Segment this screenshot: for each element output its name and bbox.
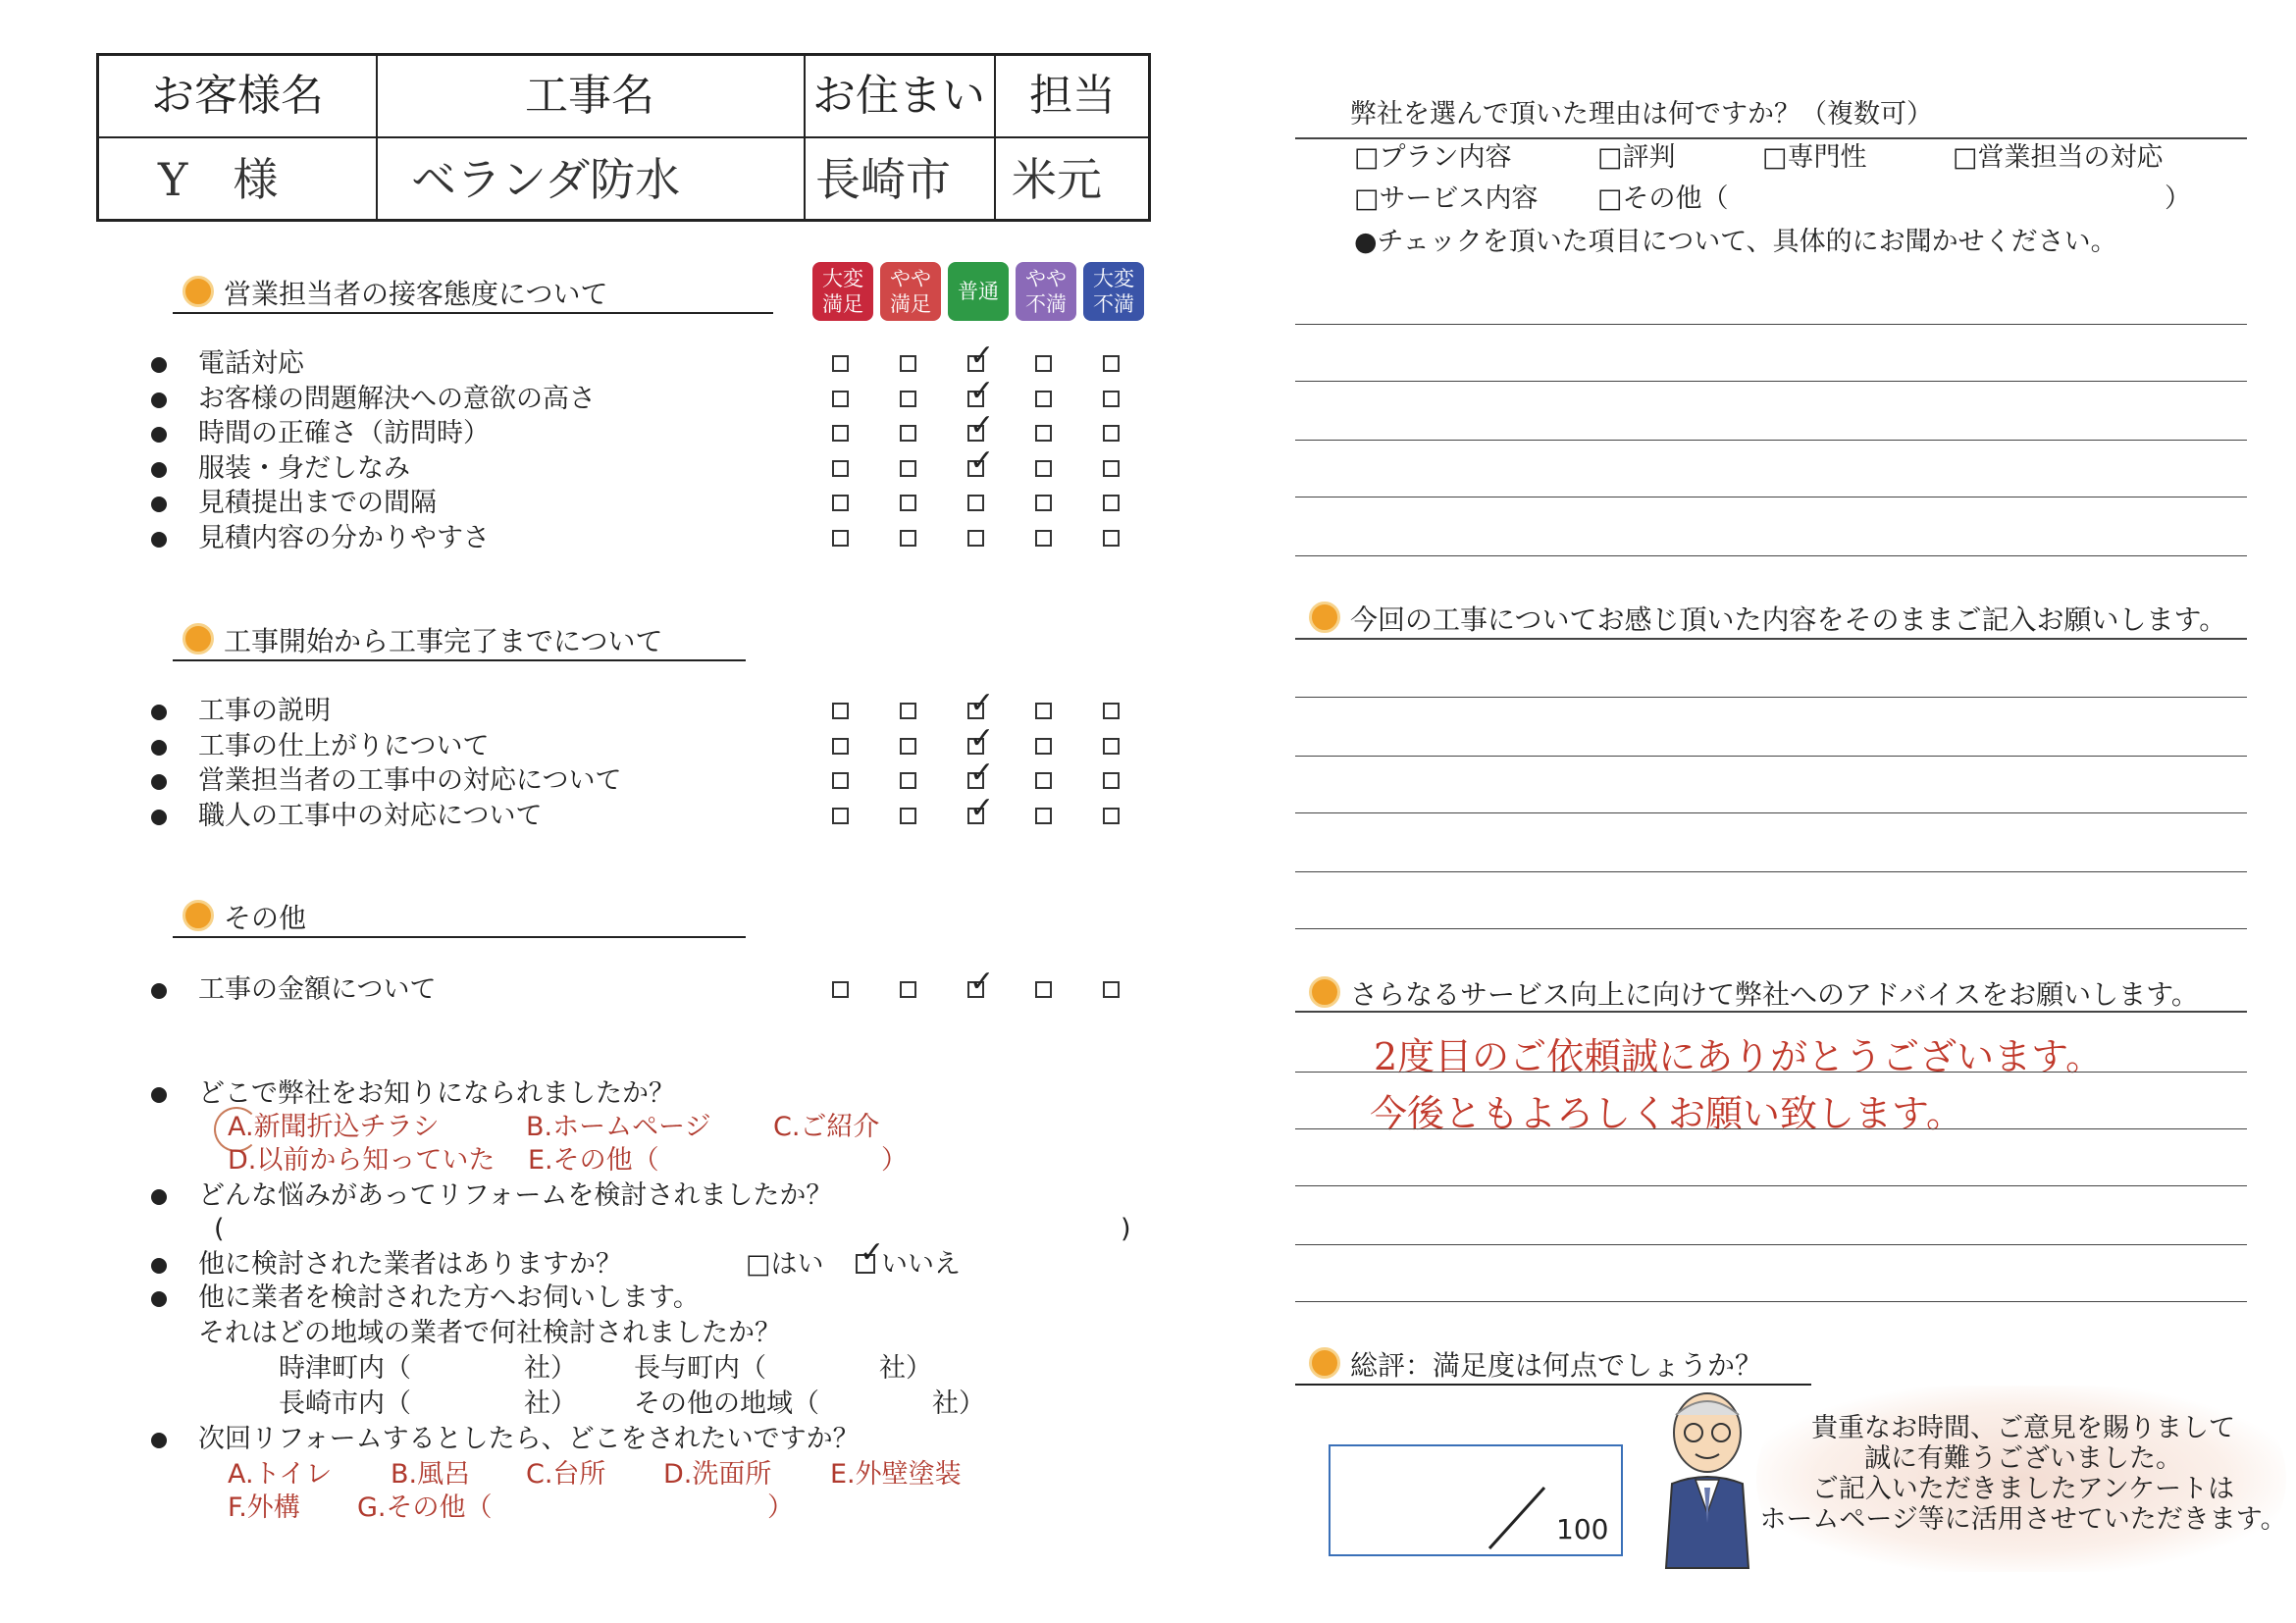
q-ask-line1: 他に業者を検討された方へお伺いします。 (198, 1283, 700, 1313)
customer-info-table (96, 53, 1151, 222)
q-next-opt-f: F.外構 (228, 1492, 300, 1523)
rating-checkbox[interactable] (900, 425, 916, 442)
reason-divider (1295, 137, 2247, 139)
rating-checkbox[interactable] (1103, 355, 1120, 372)
bullet (151, 497, 167, 512)
flower-icon (183, 276, 214, 307)
q-other-no: いいえ (881, 1249, 961, 1280)
residence-value: 長崎市 (815, 153, 951, 206)
q-other-label: 他に検討された業者はありますか？ (198, 1249, 622, 1280)
bullet (151, 1087, 167, 1103)
q-next-opt-e: E.外壁塗装 (830, 1459, 962, 1490)
staff-value: 米元 (1012, 153, 1102, 206)
check-mark: ✓ (969, 756, 995, 790)
survey-item-label: 工事の仕上がりについて (198, 730, 490, 761)
survey-item-label: お客様の問題解決への意欲の高さ (198, 383, 596, 414)
bullet (151, 983, 167, 999)
survey-item-label: 工事の金額について (198, 974, 437, 1005)
section3-title: その他 (183, 897, 306, 936)
reason-expertise: □専門性 (1762, 142, 1867, 173)
q-worry-open: ( (214, 1214, 225, 1244)
sha-1: 社） (524, 1353, 577, 1384)
q-next-opt-g: G.その他（ (357, 1492, 493, 1523)
rating-checkbox[interactable] (900, 981, 916, 998)
survey-item-label: 服装・身だしなみ (198, 452, 410, 484)
score-max: 100 (1556, 1513, 1609, 1545)
rating-checkbox[interactable] (832, 703, 849, 719)
rating-checkbox[interactable] (1035, 425, 1052, 442)
section1-title: 営業担当者の接客態度について (183, 273, 607, 312)
q-other-yes: □はい (746, 1249, 824, 1280)
header-work-label: 工事名 (525, 71, 654, 121)
check-mark: ✓ (969, 373, 995, 408)
rating-header-1: やや 満足 (880, 262, 941, 321)
rating-checkbox[interactable] (900, 772, 916, 789)
advice-handwritten-1: 2度目のご依頼誠にありがとうございます。 (1374, 1035, 2104, 1078)
bullet (151, 1258, 167, 1274)
reason-other-close: ） (2165, 183, 2191, 214)
rating-checkbox[interactable] (900, 530, 916, 547)
bullet (151, 357, 167, 373)
bullet (151, 1189, 167, 1205)
q-next-opt-a: A.トイレ (228, 1459, 333, 1490)
rating-checkbox[interactable] (900, 703, 916, 719)
rating-checkbox[interactable] (832, 981, 849, 998)
header-residence-label: お住まい (812, 71, 985, 121)
survey-item-label: 見積内容の分かりやすさ (198, 522, 490, 553)
q-know-label: どこで弊社をお知りになられましたか？ (198, 1078, 675, 1109)
q-next-label: 次回リフォームするとしたら、どこをされたいですか？ (198, 1424, 860, 1454)
bullet (151, 532, 167, 548)
reason-service: □サービス内容 (1354, 183, 1539, 214)
q-know-close: ） (881, 1145, 908, 1176)
reason-detail-prompt: ●チェックを頂いた項目について、具体的にお聞かせください。 (1354, 227, 2117, 257)
check-mark: ✓ (969, 790, 995, 825)
survey-item-label: 時間の正確さ（訪問時） (198, 418, 490, 448)
bullet (151, 740, 167, 756)
bullet (151, 705, 167, 720)
rating-checkbox[interactable] (900, 460, 916, 477)
q-know-opt-a: A.新聞折込チラシ (228, 1112, 440, 1142)
check-mark: ✓ (860, 1235, 885, 1270)
rating-checkbox[interactable] (832, 391, 849, 407)
section3-divider (173, 936, 746, 938)
rating-header-0: 大変 満足 (812, 262, 873, 321)
rating-checkbox[interactable] (1035, 808, 1052, 824)
check-mark: ✓ (969, 965, 995, 999)
advice-handwritten-2: 今後ともよろしくお願い致します。 (1370, 1092, 1963, 1135)
score-box[interactable] (1329, 1444, 1623, 1556)
rating-checkbox[interactable] (900, 355, 916, 372)
flower-icon (1309, 602, 1340, 633)
flower-icon (1309, 1347, 1340, 1379)
area-other: その他の地域（ (634, 1388, 819, 1419)
header-staff-label: 担当 (1029, 71, 1116, 121)
header-customer-label: お客様名 (151, 71, 324, 121)
q-next-opt-c: C.台所 (526, 1459, 606, 1490)
check-mark: ✓ (969, 443, 995, 478)
rating-checkbox[interactable] (1103, 738, 1120, 755)
rating-header-4: 大変 不満 (1083, 262, 1144, 321)
rating-checkbox[interactable] (832, 738, 849, 755)
survey-item-label: 見積提出までの間隔 (198, 488, 437, 518)
q-worry-close: ) (1121, 1214, 1131, 1244)
reason-reputation: □評判 (1597, 142, 1676, 173)
slash-mark (1487, 1486, 1546, 1550)
rating-checkbox[interactable] (1035, 981, 1052, 998)
area-nagasaki: 長崎市内（ (279, 1388, 411, 1419)
bullet (151, 1433, 167, 1448)
bullet (151, 1291, 167, 1307)
q-know-opt-e: E.その他（ (528, 1145, 659, 1176)
rating-checkbox[interactable] (967, 530, 984, 547)
rating-checkbox[interactable] (1035, 495, 1052, 511)
rating-checkbox[interactable] (832, 808, 849, 824)
reason-title: 弊社を選んで頂いた理由は何ですか？（複数可） (1350, 99, 1933, 130)
survey-item-label: 電話対応 (198, 348, 304, 379)
rating-checkbox[interactable] (900, 738, 916, 755)
survey-item-label: 営業担当者の工事中の対応について (198, 765, 622, 796)
rating-checkbox[interactable] (1035, 738, 1052, 755)
q-next-opt-b: B.風呂 (391, 1459, 471, 1490)
rating-checkbox[interactable] (1035, 391, 1052, 407)
check-mark: ✓ (969, 408, 995, 443)
q-next-opt-d: D.洗面所 (663, 1459, 772, 1490)
rating-checkbox[interactable] (832, 460, 849, 477)
rating-checkbox[interactable] (1103, 460, 1120, 477)
rating-checkbox[interactable] (1103, 530, 1120, 547)
q-worry-label: どんな悩みがあってリフォームを検討されましたか？ (198, 1180, 833, 1211)
bullet (151, 774, 167, 790)
rating-header-2: 普通 (948, 262, 1009, 321)
rating-checkbox[interactable] (1103, 981, 1120, 998)
q-ask-line2: それはどの地域の業者で何社検討されましたか？ (198, 1318, 781, 1348)
rating-checkbox[interactable] (832, 495, 849, 511)
rating-checkbox[interactable] (832, 355, 849, 372)
survey-item-label: 職人の工事中の対応について (198, 800, 543, 831)
rating-checkbox[interactable] (900, 495, 916, 511)
reason-sales: □営業担当の対応 (1953, 142, 2164, 173)
customer-name-value: Y 様 (158, 153, 279, 206)
rating-checkbox[interactable] (1035, 772, 1052, 789)
q-know-opt-b: B.ホームページ (526, 1112, 711, 1142)
rating-checkbox[interactable] (1035, 530, 1052, 547)
rating-header-3: やや 不満 (1016, 262, 1076, 321)
q-next-close: ） (767, 1492, 794, 1523)
thanks-message: 貴重なお時間、ご意見を賜りまして 誠に有難うございました。 ご記入いただきましたアンケートは ホームページ等に活用させていただきます。 (1759, 1413, 2287, 1535)
area-tokitsu: 時津町内（ (279, 1353, 411, 1384)
rating-checkbox[interactable] (967, 495, 984, 511)
section1-divider (173, 312, 773, 314)
sha-2: 社） (879, 1353, 932, 1384)
rating-checkbox[interactable] (832, 772, 849, 789)
check-mark: ✓ (969, 686, 995, 720)
flower-icon (183, 623, 214, 654)
flower-icon (183, 900, 214, 931)
rating-checkbox[interactable] (1103, 391, 1120, 407)
rating-checkbox[interactable] (1103, 495, 1120, 511)
sha-3: 社） (524, 1388, 577, 1419)
work-name-value: ベランダ防水 (411, 153, 681, 206)
survey-item-label: 工事の説明 (198, 696, 331, 726)
section2-title: 工事開始から工事完了までについて (183, 620, 662, 659)
check-mark: ✓ (969, 339, 995, 373)
rating-checkbox[interactable] (832, 530, 849, 547)
rating-checkbox[interactable] (1103, 425, 1120, 442)
q-know-opt-d: D.以前から知っていた (228, 1145, 496, 1176)
score-title: 総評：満足度は何点でしょうか？ (1309, 1344, 1762, 1384)
rating-checkbox[interactable] (1035, 703, 1052, 719)
rating-checkbox[interactable] (1103, 703, 1120, 719)
section2-divider (173, 659, 746, 661)
check-mark: ✓ (969, 720, 995, 756)
flower-icon (1309, 976, 1340, 1008)
advice-title: さらなるサービス向上に向けて弊社へのアドバイスをお願いします。 (1309, 973, 2199, 1013)
bullet (151, 810, 167, 825)
bullet (151, 462, 167, 478)
rating-checkbox[interactable] (1035, 355, 1052, 372)
rating-checkbox[interactable] (832, 425, 849, 442)
rating-checkbox[interactable] (900, 391, 916, 407)
rating-checkbox[interactable] (1103, 808, 1120, 824)
bullet (151, 393, 167, 408)
rating-checkbox[interactable] (900, 808, 916, 824)
rating-checkbox[interactable] (1035, 460, 1052, 477)
reason-other: □その他（ (1597, 183, 1729, 214)
impression-title: 今回の工事についてお感じ頂いた内容をそのままご記入お願いします。 (1309, 599, 2226, 638)
sha-4: 社） (932, 1388, 985, 1419)
bullet (151, 427, 167, 443)
q-know-opt-c: C.ご紹介 (773, 1112, 880, 1142)
area-nagayo: 長与町内（ (634, 1353, 766, 1384)
reason-plan: □プラン内容 (1354, 142, 1512, 173)
rating-checkbox[interactable] (1103, 772, 1120, 789)
